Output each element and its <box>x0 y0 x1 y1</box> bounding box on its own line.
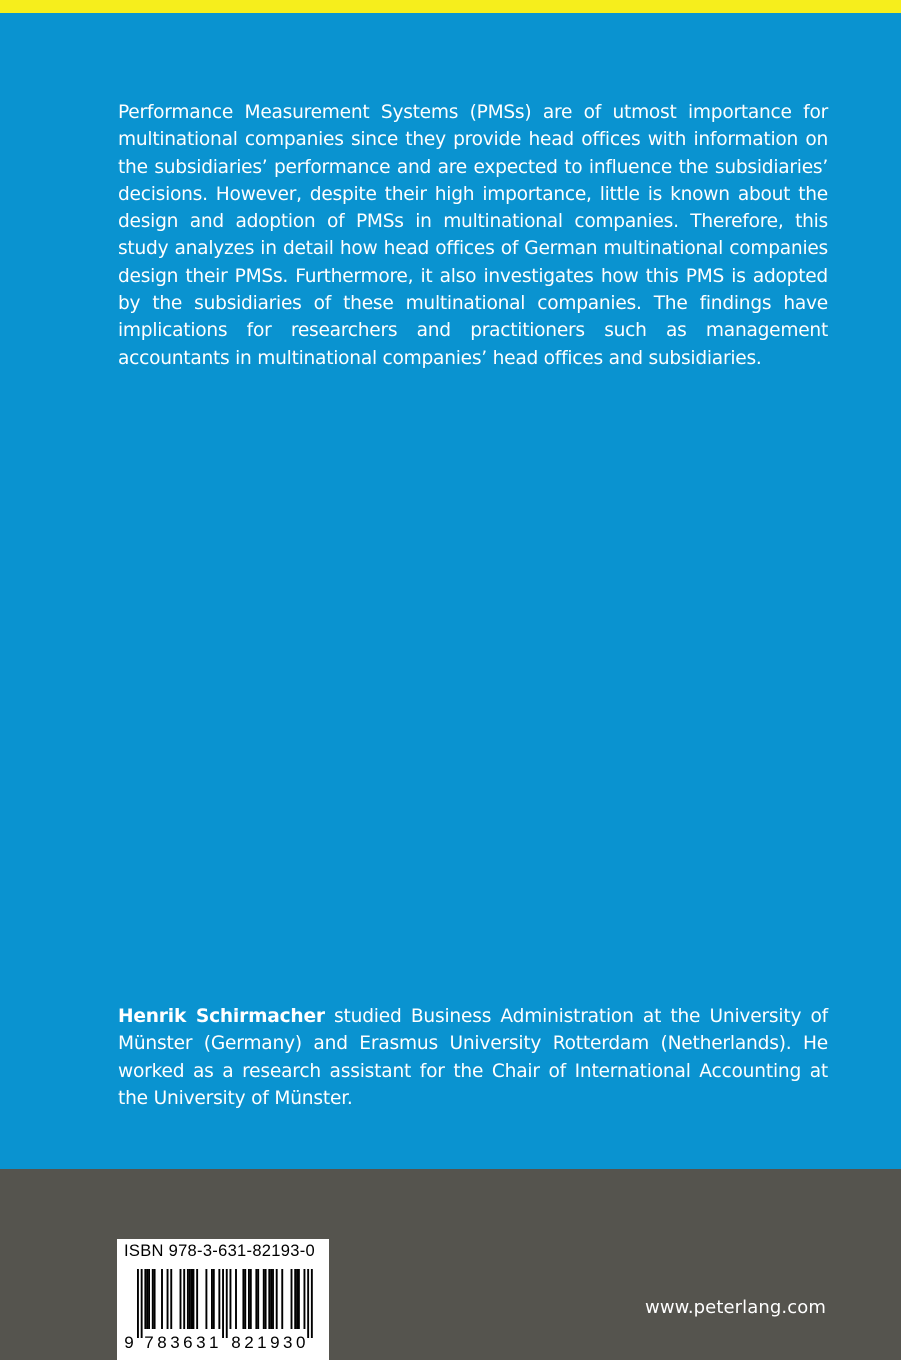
barcode-bar <box>193 1269 195 1329</box>
book-description: Performance Measurement Systems (PMSs) are of utmost importance for multinational companies since they provide head offices with information on the subsidiaries’ performance and are expected to influence the subsidiaries’ decisions. However, despite their high importance, little is known about the design and adoption of PMSs in multinational companies. Therefore, this study analyzes in detail how head offices of German multinational companies design their PMSs. Furthermore, it also investigates how this PMS is adopted by the subsidiaries of these multinational companies. The findings have implications for researchers and practitioners such as management accountants in multinational companies’ head offices and subsidiaries. <box>118 102 828 369</box>
barcode-digit: 2 <box>244 1333 254 1352</box>
barcode-bar <box>255 1269 257 1329</box>
barcode-bar <box>146 1269 148 1329</box>
barcode-bar <box>296 1269 298 1329</box>
barcode-bar <box>298 1269 300 1329</box>
barcode-bar <box>196 1269 198 1329</box>
barcode-bar <box>222 1269 224 1338</box>
barcode-digit: 3 <box>170 1333 180 1352</box>
barcode-bar <box>281 1269 283 1329</box>
barcode-digit: 9 <box>124 1333 134 1352</box>
barcode-bar <box>248 1269 250 1329</box>
barcode-bar <box>213 1269 215 1329</box>
barcode-bar <box>167 1269 169 1329</box>
barcode-bar <box>276 1269 278 1329</box>
barcode-bar <box>304 1269 306 1329</box>
barcode-bar <box>183 1269 185 1329</box>
author-bio <box>118 1003 828 1112</box>
barcode-bar <box>265 1269 267 1329</box>
barcode-digit: 3 <box>283 1333 293 1352</box>
barcode-bar <box>226 1269 228 1338</box>
barcode-bar <box>307 1269 309 1338</box>
barcode-bar <box>311 1269 313 1338</box>
barcode-bar <box>161 1269 163 1329</box>
barcode-bar <box>270 1269 272 1329</box>
barcode-bar <box>205 1269 207 1329</box>
barcode-bar <box>250 1269 252 1329</box>
barcode-bar <box>294 1269 296 1329</box>
barcode-bar <box>235 1269 237 1329</box>
barcode-bar <box>263 1269 265 1329</box>
barcode-bar <box>137 1269 139 1338</box>
barcode-digit: 0 <box>295 1333 306 1352</box>
barcode-digit: 1 <box>257 1333 267 1352</box>
barcode-bar <box>268 1269 270 1329</box>
barcode-bar <box>154 1269 156 1329</box>
barcode-digit: 7 <box>144 1333 154 1352</box>
barcode-digit: 6 <box>183 1333 193 1352</box>
barcode-bar <box>291 1269 293 1329</box>
barcode-bar <box>244 1269 246 1329</box>
barcode-bar <box>141 1269 143 1338</box>
barcode-bar <box>257 1269 259 1329</box>
isbn-barcode <box>117 1239 329 1360</box>
yellow-top-strip <box>0 0 901 13</box>
barcode-digit: 3 <box>196 1333 206 1352</box>
barcode-bar <box>187 1269 189 1329</box>
barcode-bar <box>218 1269 220 1329</box>
barcode-digit: 9 <box>270 1333 280 1352</box>
barcode-bar <box>170 1269 172 1329</box>
barcode-bar <box>230 1269 232 1329</box>
barcode-bar <box>191 1269 193 1329</box>
barcode-bar <box>211 1269 213 1329</box>
barcode-bar <box>144 1269 146 1329</box>
barcode-bar <box>242 1269 244 1329</box>
barcode-bar <box>152 1269 154 1329</box>
barcode-bar <box>189 1269 191 1329</box>
author-name: Henrik Schirmacher <box>118 1006 325 1027</box>
barcode-digit: 8 <box>231 1333 241 1352</box>
author-bio-text: studied Business Administration at the University of Münster (Germany) and Erasmus University Rotterdam (Netherlands). He worked as a research assistant for the Chair of International Accounting at the University of Münster. <box>118 1006 828 1109</box>
isbn-label: ISBN 978-3-631-82193-0 <box>124 1242 315 1260</box>
publisher-website: www.peterlang.com <box>645 1297 826 1318</box>
barcode-bar <box>148 1269 150 1329</box>
barcode-bar <box>180 1269 182 1329</box>
barcode-digit: 8 <box>157 1333 167 1352</box>
barcode-bar <box>272 1269 274 1329</box>
barcode-digit: 1 <box>209 1333 219 1352</box>
